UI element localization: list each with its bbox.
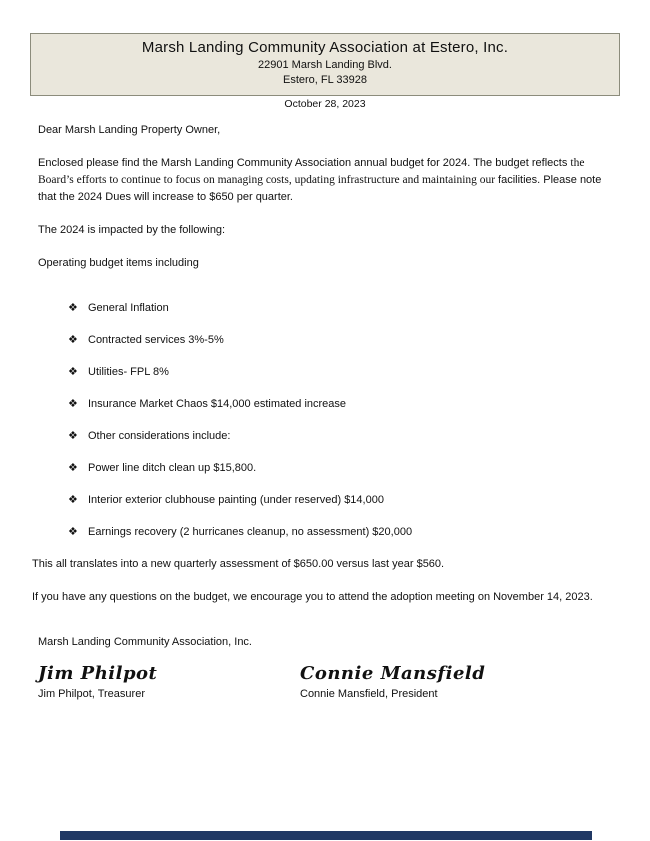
signature-row [38,665,608,703]
paragraph-budget-intro-part3: facilities. Please note that the 2024 Dues will increase to $650 per quarter. [38,174,602,203]
bullet-text: Interior exterior clubhouse painting (under reserved) $14,000 [88,494,384,506]
diamond-bullet-icon: ❖ [68,366,78,378]
signature-script-treasurer: Jim Philpot [38,663,158,684]
bullet-text: Insurance Market Chaos $14,000 estimated increase [88,398,347,410]
closing-organization: Marsh Landing Community Association, Inc. [38,636,252,648]
diamond-bullet-icon: ❖ [68,462,78,474]
bullet-text: Utilities- FPL 8% [88,366,169,378]
signature-president [300,665,562,703]
budget-bullet-list [68,300,608,541]
paragraph-budget-intro [38,155,608,206]
signature-printed-president: Connie Mansfield, President [300,688,438,700]
diamond-bullet-icon: ❖ [68,430,78,442]
bullet-text: Contracted services 3%-5% [88,334,224,346]
paragraph-impact: The 2024 is impacted by the following: [38,224,226,236]
diamond-bullet-icon: ❖ [68,526,78,538]
signature-printed-treasurer: Jim Philpot, Treasurer [38,688,145,700]
letter-date: October 28, 2023 [284,98,366,110]
signature-treasurer [38,665,300,703]
organization-name: Marsh Landing Community Association at Estero, Inc. [141,39,509,56]
bullet-text: Earnings recovery (2 hurricanes cleanup, no assessment) $20,000 [88,526,413,538]
paragraph-budget-intro-part2: the Board’s efforts to continue to focus on managing costs, updating infrastructure and maintaining our [38,157,585,186]
bullet-text: General Inflation [88,302,169,314]
list-item [68,364,608,381]
list-item [68,524,608,541]
list-item [68,492,608,509]
paragraph-meeting: If you have any questions on the budget, we encourage you to attend the adoption meeting on November 14, 2023. [32,591,593,603]
list-item [68,332,608,349]
paragraph-operating-items: Operating budget items including [38,257,199,269]
diamond-bullet-icon: ❖ [68,302,78,314]
organization-address-city: Estero, FL 33928 [283,74,367,86]
paragraph-assessment: This all translates into a new quarterly assessment of $650.00 versus last year $560. [32,558,445,570]
organization-address-street: 22901 Marsh Landing Blvd. [258,59,392,71]
bullet-text: Other considerations include: [88,430,231,442]
footer-bar [60,831,592,840]
signature-script-president: Connie Mansfield [300,663,486,684]
salutation: Dear Marsh Landing Property Owner, [38,124,221,136]
letter-body [32,122,608,703]
list-item [68,396,608,413]
bullet-text: Power line ditch clean up $15,800. [88,462,257,474]
diamond-bullet-icon: ❖ [68,494,78,506]
list-item [68,460,608,477]
diamond-bullet-icon: ❖ [68,334,78,346]
diamond-bullet-icon: ❖ [68,398,78,410]
letterhead-box [30,33,620,96]
list-item [68,428,608,445]
list-item [68,300,608,317]
paragraph-budget-intro-part1: Enclosed please find the Marsh Landing Community Association annual budget for 2024. The budget reflects [38,157,571,169]
